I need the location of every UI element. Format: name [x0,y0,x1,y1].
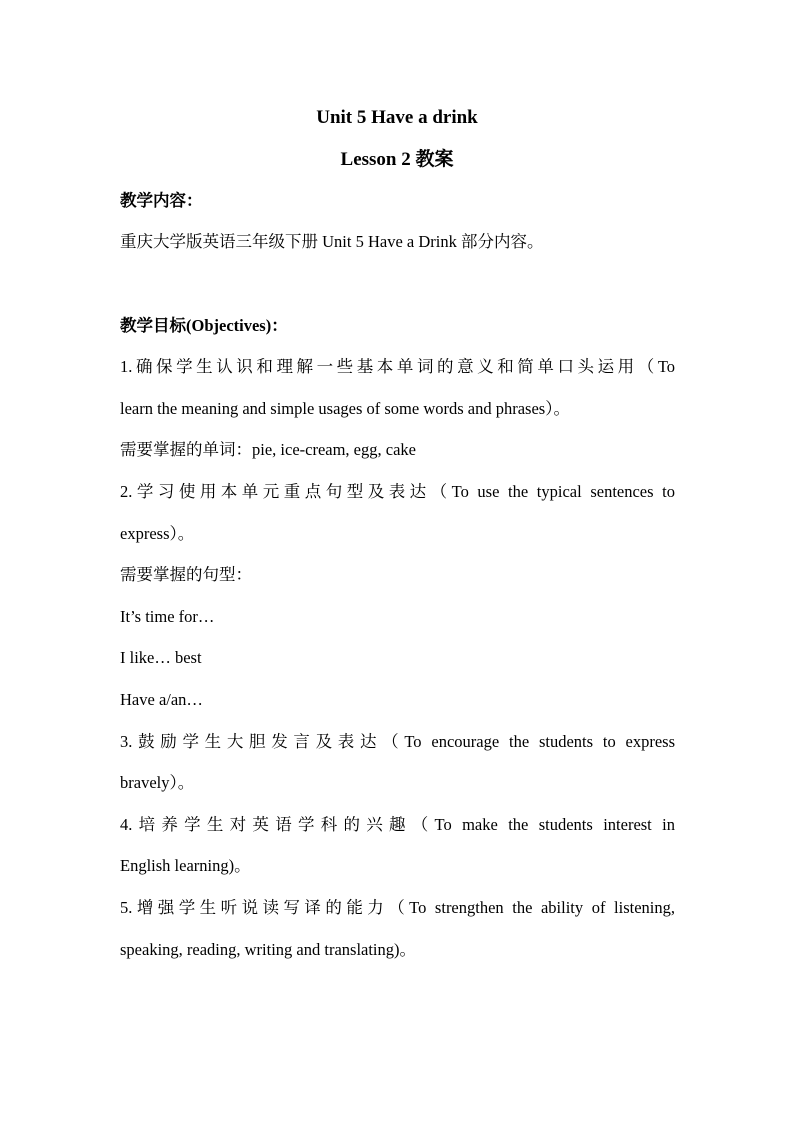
content-text: 重庆大学版英语三年级下册 Unit 5 Have a Drink 部分内容。 [120,232,544,251]
words-label: 需要掌握的单词：pie, ice-cream, egg, cake [120,440,416,459]
sentence-pattern-2: I like… best [120,648,202,667]
document-title: Unit 5 Have a drink [316,107,478,128]
objective-4-line-1: 4.培养学生对英语学科的兴趣（To make the students interest in [120,815,675,834]
sentence-pattern-3: Have a/an… [120,690,203,709]
objective-1-line-1: 1.确保学生认识和理解一些基本单词的意义和简单口头运用（To [120,357,675,376]
objective-3-line-1: 3.鼓励学生大胆发言及表达（To encourage the students to express [120,732,675,751]
objective-1-line-2: learn the meaning and simple usages of some words and phrases）。 [120,399,570,418]
document-subtitle: Lesson 2 教案 [340,149,454,170]
objectives-heading: 教学目标(Objectives)： [120,316,288,335]
objective-3-line-2: bravely）。 [120,773,195,792]
objective-2-line-2: express）。 [120,524,195,543]
objective-2-line-1: 2.学习使用本单元重点句型及表达（To use the typical sentences to [120,482,675,501]
objective-5-line-2: speaking, reading, writing and translating)。 [120,940,417,959]
sentences-label: 需要掌握的句型： [120,565,252,584]
sentence-pattern-1: It’s time for… [120,607,215,626]
objective-5-line-1: 5.增强学生听说读写译的能力（To strengthen the ability of listening, [120,898,675,917]
objective-4-line-2: English learning)。 [120,856,251,875]
content-heading: 教学内容： [120,191,203,210]
